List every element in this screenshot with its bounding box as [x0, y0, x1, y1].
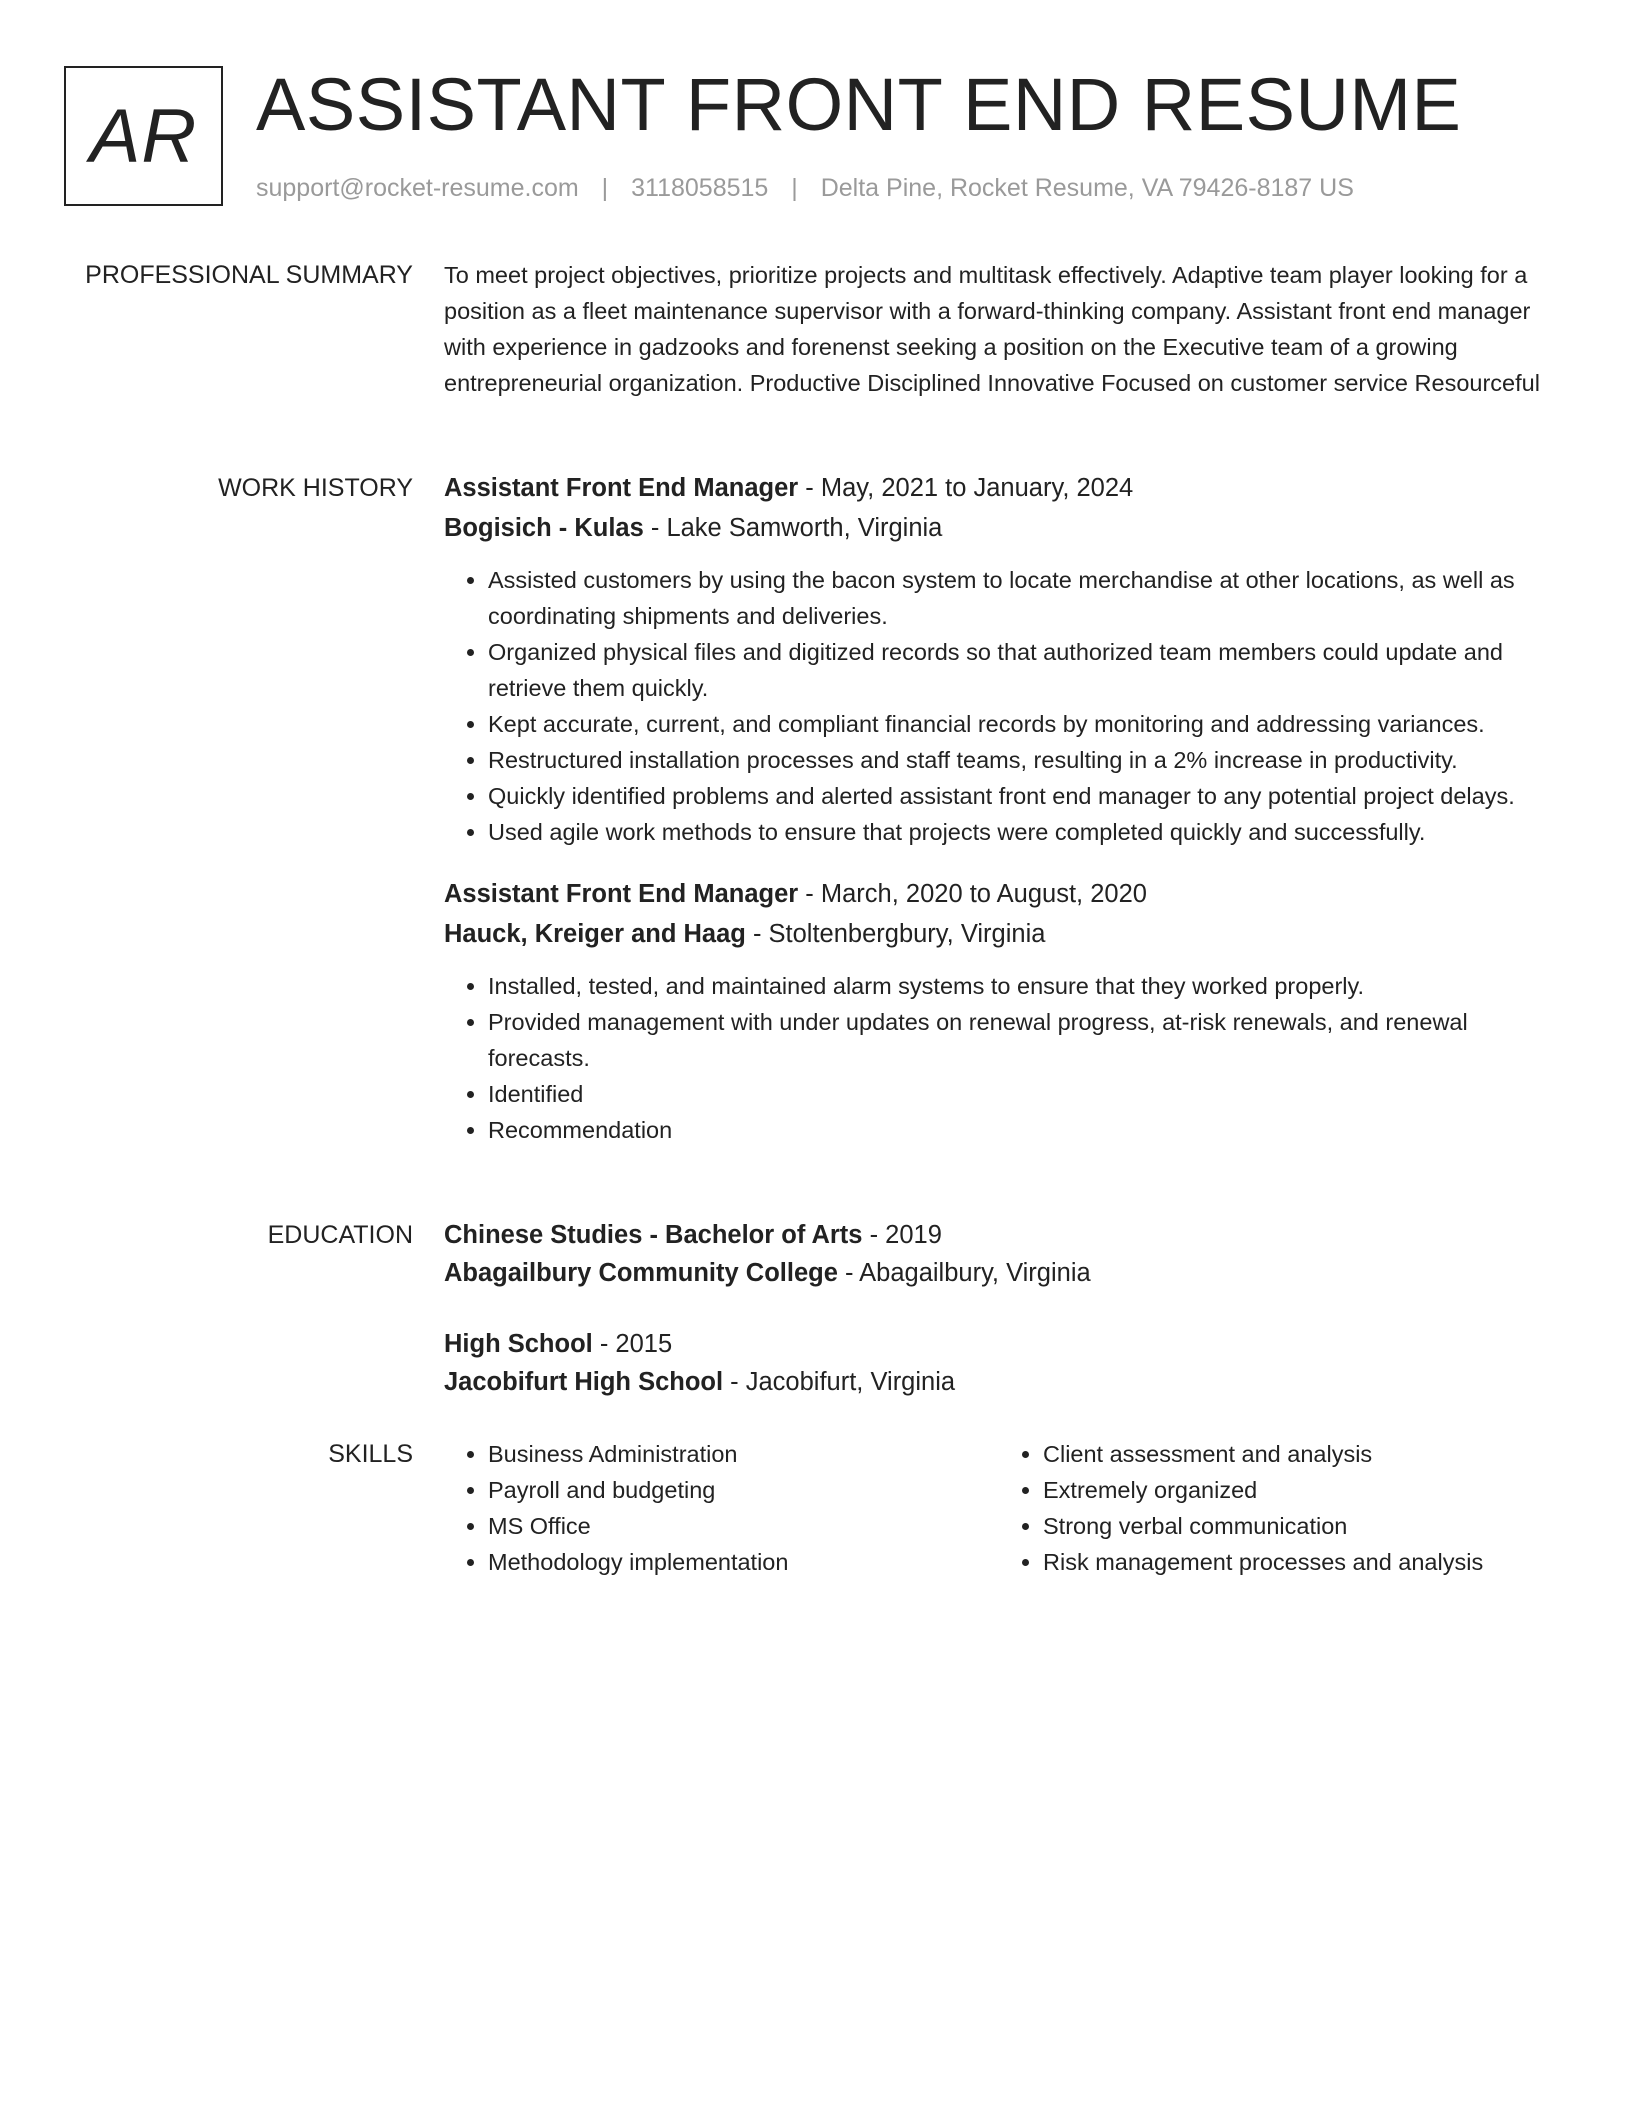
list-item: • Quickly identified problems and alerted assistant front end manager to any potential project delays.: [488, 778, 1554, 814]
list-item: • Installed, tested, and maintained alarm systems to ensure that they worked properly.: [488, 968, 1554, 1004]
contact-email[interactable]: support@rocket-resume.com: [256, 174, 579, 202]
list-item: • Identified: [488, 1076, 1554, 1112]
job-bullets: [444, 562, 1554, 850]
education-year: - 2015: [592, 1330, 673, 1358]
job-entry: [444, 468, 1554, 850]
skill-item: • Strong verbal communication: [1043, 1508, 1554, 1544]
skill-item: • Business Administration: [488, 1436, 999, 1472]
education-degree-line: [444, 1216, 1554, 1254]
summary-text: To meet project objectives, prioritize projects and multitask effectively. Adaptive team player looking for a position as a fleet maintenance supervisor with a forward-thinking company. Assistant front end manager with experience in gadzooks and forenenst seeking a position on the Executive team of a growing entrepreneurial organization. Productive Disciplined Innovative Focused on customer service Resourceful: [444, 262, 1540, 396]
list-item: • Organized physical files and digitized records so that authorized team members could update and retrieve them quickly.: [488, 634, 1554, 706]
list-item: • Assisted customers by using the bacon system to locate merchandise at other locations, as well as coordinating shipments and deliveries.: [488, 562, 1554, 634]
contact-phone[interactable]: 3118058515: [631, 174, 769, 202]
job-company: Hauck, Kreiger and Haag: [444, 920, 746, 948]
section-label-summary: PROFESSIONAL SUMMARY: [85, 261, 413, 289]
list-item: • Recommendation: [488, 1112, 1554, 1148]
list-item: • Used agile work methods to ensure that projects were completed quickly and successfully.: [488, 814, 1554, 850]
skill-item: • Extremely organized: [1043, 1472, 1554, 1508]
work-history-body: [444, 468, 1554, 1148]
job-company-line: [444, 914, 1554, 954]
education-degree: High School: [444, 1330, 593, 1358]
skills-list-right: [999, 1436, 1554, 1580]
section-label-education: EDUCATION: [267, 1221, 413, 1249]
skills-columns: [444, 1436, 1554, 1580]
skill-item: • MS Office: [488, 1508, 999, 1544]
contact-separator: |: [791, 174, 798, 202]
job-company: Bogisich - Kulas: [444, 514, 644, 542]
education-school-line: [444, 1254, 1554, 1292]
job-dates: - May, 2021 to January, 2024: [798, 474, 1134, 502]
contact-line: [256, 174, 1354, 203]
education-entry: [444, 1325, 1554, 1401]
job-bullets: [444, 968, 1554, 1148]
job-title-line: [444, 874, 1554, 914]
list-item: • Provided management with under updates on renewal progress, at-risk renewals, and renewal forecasts.: [488, 1004, 1554, 1076]
job-entry: [444, 874, 1554, 1148]
education-body: [444, 1216, 1554, 1401]
job-title: Assistant Front End Manager: [444, 474, 799, 502]
section-label-skills: SKILLS: [328, 1440, 413, 1468]
contact-address: Delta Pine, Rocket Resume, VA 79426-8187 US: [820, 174, 1354, 202]
contact-separator: |: [601, 174, 609, 202]
education-degree: Chinese Studies - Bachelor of Arts: [444, 1221, 863, 1249]
job-title: Assistant Front End Manager: [444, 880, 799, 908]
education-school-line: [444, 1363, 1554, 1401]
initials-monogram: AR: [64, 66, 223, 206]
education-school: Abagailbury Community College: [444, 1259, 838, 1287]
list-item: • Kept accurate, current, and compliant financial records by monitoring and addressing variances.: [488, 706, 1554, 742]
skills-body: [444, 1436, 1554, 1580]
skills-list-left: [444, 1436, 999, 1580]
education-year: - 2019: [862, 1221, 942, 1249]
education-school: Jacobifurt High School: [444, 1368, 724, 1396]
job-dates: - March, 2020 to August, 2020: [798, 880, 1147, 908]
job-location: - Lake Samworth, Virginia: [643, 514, 943, 542]
education-location: - Jacobifurt, Virginia: [723, 1368, 956, 1396]
list-item: • Restructured installation processes and staff teams, resulting in a 2% increase in productivity.: [488, 742, 1554, 778]
education-location: - Abagailbury, Virginia: [837, 1259, 1091, 1287]
skill-item: • Methodology implementation: [488, 1544, 999, 1580]
education-entry: [444, 1216, 1554, 1292]
job-company-line: [444, 508, 1554, 548]
skill-item: • Risk management processes and analysis: [1043, 1544, 1554, 1580]
section-label-work-history: WORK HISTORY: [218, 474, 413, 502]
skill-item: • Client assessment and analysis: [1043, 1436, 1554, 1472]
job-location: - Stoltenbergbury, Virginia: [745, 920, 1046, 948]
job-title-line: [444, 468, 1554, 508]
education-degree-line: [444, 1325, 1554, 1363]
page-title: ASSISTANT FRONT END RESUME: [256, 63, 1462, 146]
skill-item: • Payroll and budgeting: [488, 1472, 999, 1508]
